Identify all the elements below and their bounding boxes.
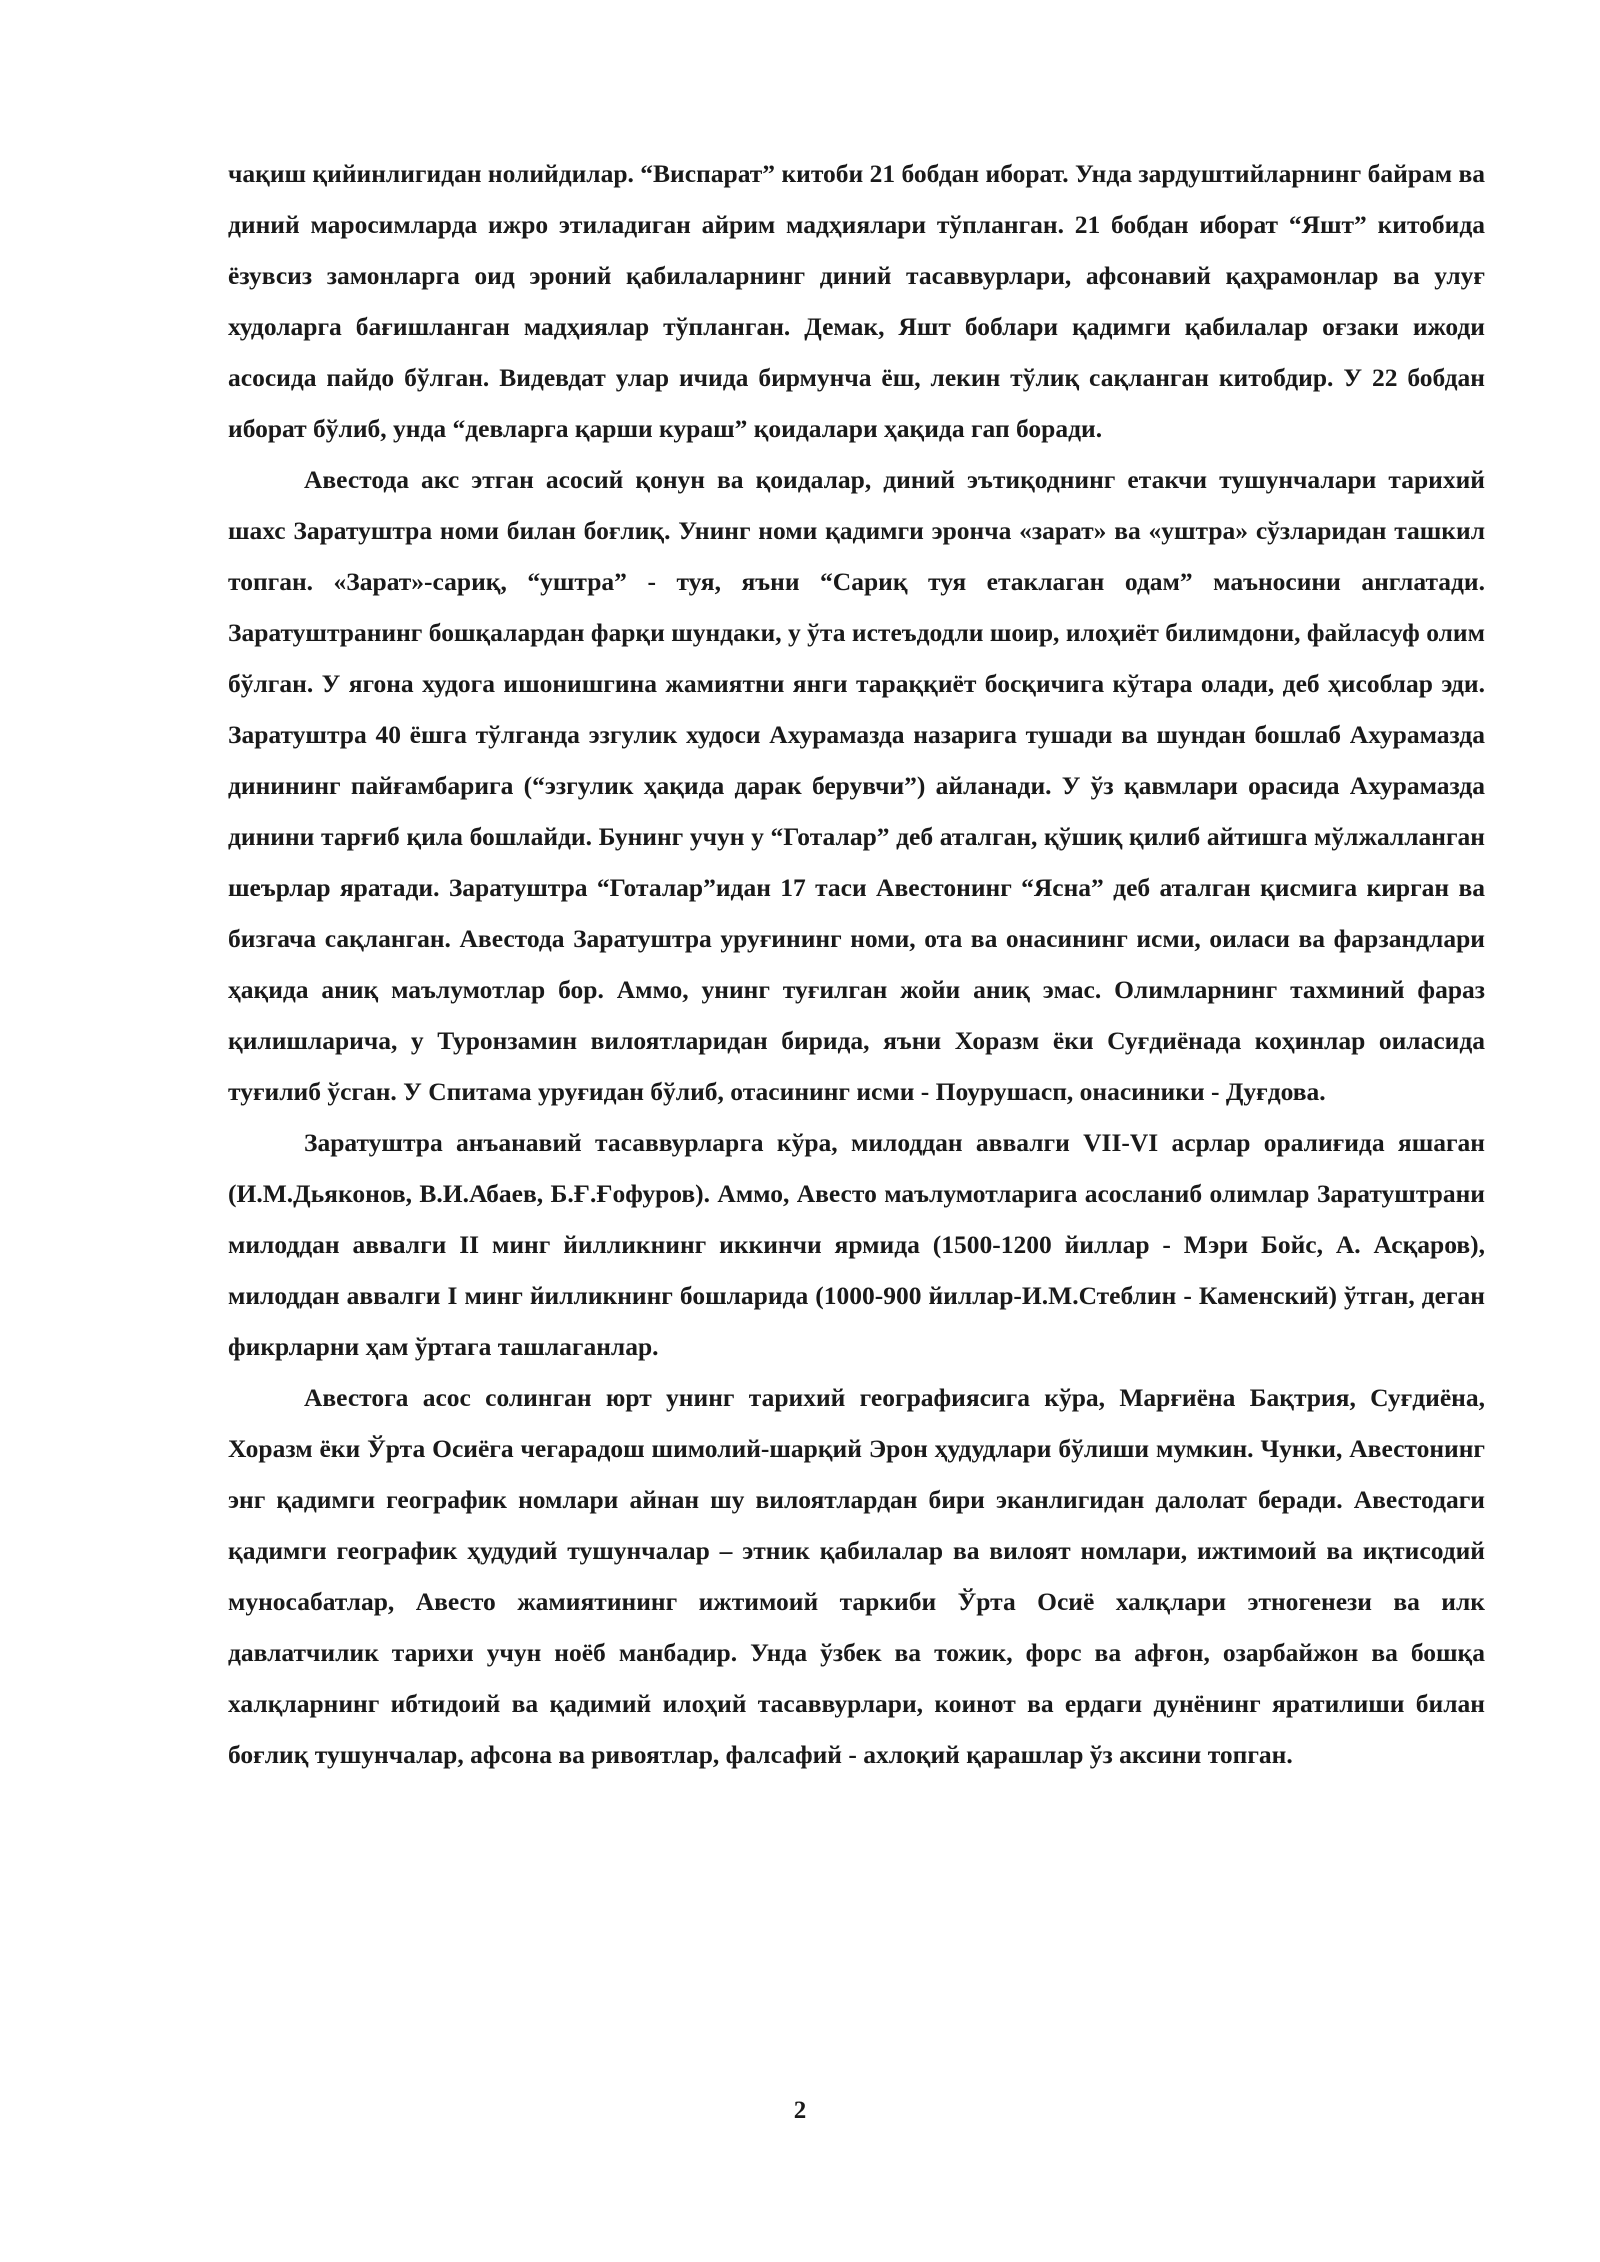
paragraph-avesta-geography: Авестога асос солинган юрт унинг тарихий географиясига кўра, Марғиёна Бақтрия, Суғдиёна, Хоразм ёки Ўрта Осиёга чегарадош шимолий-шарқий Эрон ҳудудлари бўлиши мумкин. Чунки, Авестонинг энг қадимги географик номлари айнан шу вилоятлардан бири эканлигидан далолат беради. Авестодаги қадимги географик ҳудудий тушунчалар – этник қабилалар ва вилоят номлари, ижтимоий ва иқтисодий муносабатлар, Авесто жамиятининг ижтимоий таркиби Ўрта Осиё халқлари этногенези ва илк давлатчилик тарихи учун ноёб манбадир. Унда ўзбек ва тожик, форс ва афғон, озарбайжон ва бошқа халқларнинг ибтидоий ва қадимий илоҳий тасаввурлари, коинот ва ердаги дунёнинг яратилиши билан боғлиқ тушунчалар, афсона ва ривоятлар, фалсафий - ахлоқий қарашлар ўз аксини топган.: [228, 1383, 1485, 1769]
body-text: [228, 148, 1485, 1780]
paragraph-zarathustra-dating: Заратуштра анъанавий тасаввурларга кўра, милоддан аввалги VII-VI асрлар оралиғида яшаган (И.М.Дьяконов, В.И.Абаев, Б.Ғ.Ғофуров). Аммо, Авесто маълумотларига асосланиб олимлар Заратуштрани милоддан аввалги II минг йилликнинг иккинчи ярмида (1500-1200 йиллар - Мэри Бойс, А. Асқаров), милоддан аввалги I минг йилликнинг бошларида (1000-900 йиллар-И.М.Стеблин - Каменский) ўтган, деган фикрларни ҳам ўртага ташлаганлар.: [228, 1128, 1485, 1361]
page-number: 2: [793, 2097, 807, 2124]
paragraph-zarathustra-name: Авестода акс этган асосий қонун ва қоидалар, диний эътиқоднинг етакчи тушунчалари тарихий шахс Заратуштра номи билан боғлиқ. Унинг номи қадимги эронча «зарат» ва «уштра» сўзларидан ташкил топган. «Зарат»-сариқ, “уштра” - туя, яъни “Сариқ туя етаклаган одам” маъносини англатади. Заратуштранинг бошқалардан фарқи шундаки, у ўта истеъдодли шоир, илоҳиёт билимдони, файласуф олим бўлган. У ягона худога ишонишгина жамиятни янги тараққиёт босқичига кўтара олади, деб ҳисоблар эди. Заратуштра 40 ёшга тўлганда эзгулик худоси Ахурамазда назарига тушади ва шундан бошлаб Ахурамазда динининг пайғамбарига (“эзгулик ҳақида дарак берувчи”) айланади. У ўз қавмлари орасида Ахурамазда динини тарғиб қила бошлайди. Бунинг учун у “Готалар” деб аталган, қўшиқ қилиб айтишга мўлжалланган шеърлар яратади. Заратуштра “Готалар”идан 17 таси Авестонинг “Ясна” деб аталган қисмига кирган ва бизгача сақланган. Авестода Заратуштра уруғининг номи, ота ва онасининг исми, оиласи ва фарзандлари ҳақида аниқ маълумотлар бор. Аммо, унинг туғилган жойи аниқ эмас. Олимларнинг тахминий фараз қилишларича, у Туронзамин вилоятларидан бирида, яъни Хоразм ёки Суғдиёнада коҳинлар оиласида туғилиб ўсган. У Спитама уруғидан бўлиб, отасининг исми - Поурушасп, онасиники - Дуғдова.: [228, 465, 1485, 1106]
paragraph-continuation: чақиш қийинлигидан нолийдилар. “Виспарат” китоби 21 бобдан иборат. Унда зардуштийларнинг байрам ва диний маросимларда ижро этиладиган айрим мадҳиялари тўпланган. 21 бобдан иборат “Яшт” китобида ёзувсиз замонларга оид эроний қабилаларнинг диний тасаввурлари, афсонавий қаҳрамонлар ва улуғ худоларга бағишланган мадҳиялар тўпланган. Демак, Яшт боблари қадимги қабилалар оғзаки ижоди асосида пайдо бўлган. Видевдат улар ичида бирмунча ёш, лекин тўлиқ сақланган китобдир. У 22 бобдан иборат бўлиб, унда “девларга қарши кураш” қоидалари ҳақида гап боради.: [228, 159, 1485, 443]
